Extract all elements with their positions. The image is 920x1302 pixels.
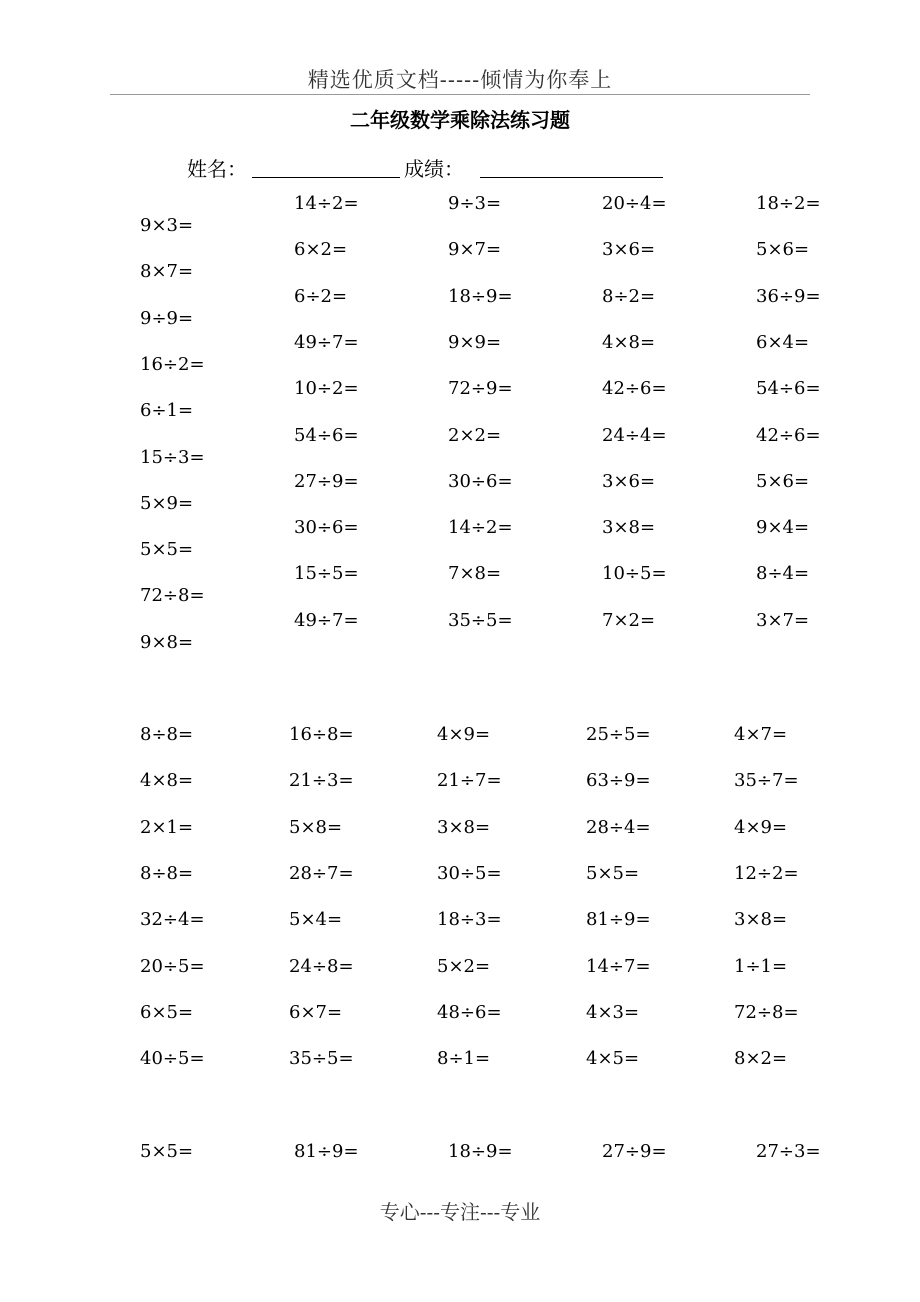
problem-item: 5×8= [289, 817, 343, 838]
problem-item: 25÷5= [586, 724, 651, 745]
problem-item: 8×2= [734, 1048, 788, 1069]
problem-item: 5×9= [140, 493, 194, 514]
problem-item: 30÷5= [437, 863, 502, 884]
problem-item: 3×8= [437, 817, 491, 838]
problem-item: 6×2= [294, 239, 348, 260]
problem-item: 1÷1= [734, 956, 788, 977]
problem-item: 2×2= [448, 425, 502, 446]
problem-item: 20÷4= [602, 193, 667, 214]
problem-item: 8×7= [140, 261, 194, 282]
problem-item: 42÷6= [602, 378, 667, 399]
problem-item: 28÷7= [289, 863, 354, 884]
problem-item: 18÷9= [448, 1141, 513, 1162]
problem-item: 9×4= [756, 517, 810, 538]
problem-item: 5×4= [289, 909, 343, 930]
problem-item: 8÷1= [437, 1048, 491, 1069]
problem-item: 3×6= [602, 471, 656, 492]
problem-item: 3×8= [734, 909, 788, 930]
problem-item: 42÷6= [756, 425, 821, 446]
problem-item: 5×5= [140, 1141, 194, 1162]
problem-item: 6÷1= [140, 400, 194, 421]
problem-item: 35÷5= [448, 610, 513, 631]
problem-item: 81÷9= [586, 909, 651, 930]
problem-item: 10÷2= [294, 378, 359, 399]
problem-item: 35÷5= [289, 1048, 354, 1069]
problem-item: 16÷8= [289, 724, 354, 745]
problem-item: 54÷6= [756, 378, 821, 399]
problem-item: 5×6= [756, 471, 810, 492]
page-footer-text: 专心---专注---专业 [379, 1200, 541, 1224]
problem-item: 36÷9= [756, 286, 821, 307]
problem-item: 14÷7= [586, 956, 651, 977]
problem-item: 8÷2= [602, 286, 656, 307]
problem-item: 7×8= [448, 563, 502, 584]
problem-item: 49÷7= [294, 332, 359, 353]
problem-item: 18÷2= [756, 193, 821, 214]
problem-item: 3×6= [602, 239, 656, 260]
name-blank[interactable] [252, 177, 400, 178]
problem-item: 21÷3= [289, 770, 354, 791]
problem-item: 30÷6= [294, 517, 359, 538]
problem-item: 21÷7= [437, 770, 502, 791]
score-label: 成绩： [404, 157, 464, 181]
name-label: 姓名： [187, 157, 247, 181]
problem-item: 54÷6= [294, 425, 359, 446]
problem-item: 6×4= [756, 332, 810, 353]
problem-item: 4×7= [734, 724, 788, 745]
problem-item: 9×8= [140, 632, 194, 653]
problem-item: 4×9= [734, 817, 788, 838]
page-header-text: 精选优质文档-----倾情为你奉上 [307, 68, 613, 92]
problem-item: 6÷2= [294, 286, 348, 307]
problem-item: 24÷8= [289, 956, 354, 977]
problem-item: 5×2= [437, 956, 491, 977]
problem-item: 9÷3= [448, 193, 502, 214]
problem-item: 18÷9= [448, 286, 513, 307]
problem-item: 72÷8= [140, 585, 205, 606]
problem-item: 5×5= [140, 539, 194, 560]
problem-item: 4×8= [140, 770, 194, 791]
problem-item: 15÷5= [294, 563, 359, 584]
problem-item: 8÷8= [140, 863, 194, 884]
problem-item: 4×3= [586, 1002, 640, 1023]
problem-item: 9÷9= [140, 308, 194, 329]
problem-item: 72÷9= [448, 378, 513, 399]
problem-item: 15÷3= [140, 447, 205, 468]
problem-item: 30÷6= [448, 471, 513, 492]
problem-item: 9×7= [448, 239, 502, 260]
problem-item: 24÷4= [602, 425, 667, 446]
problem-item: 7×2= [602, 610, 656, 631]
score-blank[interactable] [480, 177, 663, 178]
problem-item: 6×7= [289, 1002, 343, 1023]
problem-item: 81÷9= [294, 1141, 359, 1162]
problem-item: 4×5= [586, 1048, 640, 1069]
problem-item: 48÷6= [437, 1002, 502, 1023]
problem-item: 49÷7= [294, 610, 359, 631]
problem-item: 16÷2= [140, 354, 205, 375]
problem-item: 40÷5= [140, 1048, 205, 1069]
worksheet-title: 二年级数学乘除法练习题 [350, 108, 570, 132]
problem-item: 12÷2= [734, 863, 799, 884]
problem-item: 10÷5= [602, 563, 667, 584]
problem-item: 4×9= [437, 724, 491, 745]
problem-item: 20÷5= [140, 956, 205, 977]
problem-item: 2×1= [140, 817, 194, 838]
problem-item: 9×9= [448, 332, 502, 353]
problem-item: 9×3= [140, 215, 194, 236]
problem-item: 35÷7= [734, 770, 799, 791]
header-divider [110, 94, 810, 95]
problem-item: 27÷9= [294, 471, 359, 492]
problem-item: 18÷3= [437, 909, 502, 930]
problem-item: 27÷3= [756, 1141, 821, 1162]
problem-item: 4×8= [602, 332, 656, 353]
problem-item: 14÷2= [294, 193, 359, 214]
problem-item: 8÷8= [140, 724, 194, 745]
problem-item: 3×7= [756, 610, 810, 631]
problem-item: 14÷2= [448, 517, 513, 538]
problem-item: 28÷4= [586, 817, 651, 838]
problem-item: 6×5= [140, 1002, 194, 1023]
problem-item: 8÷4= [756, 563, 810, 584]
problem-item: 32÷4= [140, 909, 205, 930]
problem-item: 5×6= [756, 239, 810, 260]
problem-item: 3×8= [602, 517, 656, 538]
problem-item: 72÷8= [734, 1002, 799, 1023]
problem-item: 27÷9= [602, 1141, 667, 1162]
problem-item: 63÷9= [586, 770, 651, 791]
problem-item: 5×5= [586, 863, 640, 884]
